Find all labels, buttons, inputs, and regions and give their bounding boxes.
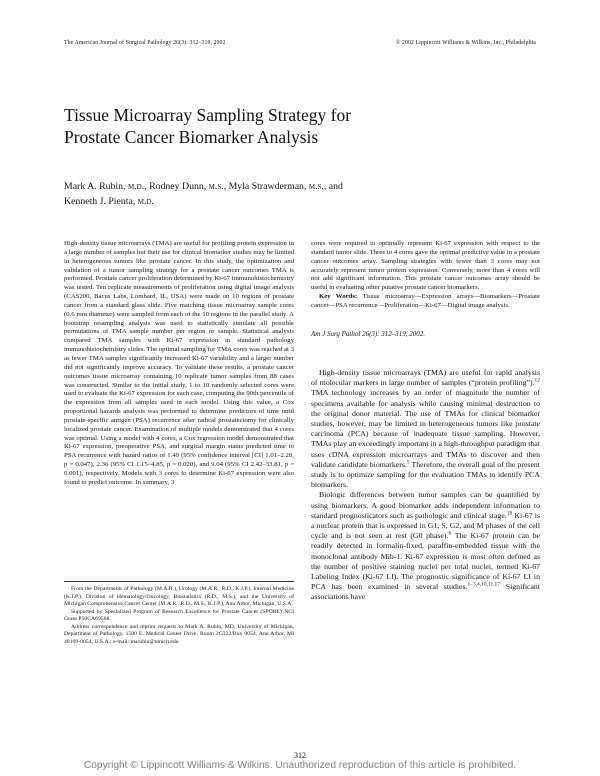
publisher-copyright: © 2002 Lippincott Williams & Wilkins, Inc., Philadelphia [395,40,536,46]
body-text: The Ki-67 protein can be readily detected in formalin-fixed, paraffin-embedded tissue with the monoclonal antibody Mib-1. Ki-67 expression is most often defined as the number of positive staining nuclei per total nuclei, termed Ki-67 Labeling Index (Ki-67 LI). The prognostic significance of Ki-67 LI in PCA has been examined in several studies. [311,531,541,592]
reference-marker: 18 [506,510,513,517]
running-header [64,40,536,46]
abstract-right-column [311,240,540,311]
footnotes [64,586,294,646]
funding-footnote: Supported by Specialized Program of Research Excellence for Prostate Cancer (SPORE) NCI Grant P50CA69568. [64,608,294,623]
body-text: Ki-67 is a nuclear protein that is expressed in G1, S, G2, and M phases of the cell cycle and is not seen at rest (G0 phase). [311,510,540,541]
abstract-left-column [64,240,294,488]
body-text-column [311,368,540,603]
journal-citation: The American Journal of Surgical Pathology 26(3): 312–319, 2002 [64,40,226,46]
body-text: TMA technology increases by an order of magnitude the number of specimens available for analysis while causing minimal destruction to the original donor material. The use of TMAs for clinical biomarker studies, however, may be limited in heterogeneous tumors like prostate carcinoma (PCA) because of inadequate tissue sampling. However, TMAs play an exceedingly important in a high-throughput paradigm that uses cDNA expression microarrays and TMAs to discover and then validate candidate biomarkers. [311,388,540,469]
author-name: Kenneth J. Pienta, [64,196,136,207]
author-name: Mark A. Rubin, [64,181,126,192]
reference-marker: 5 [406,459,410,466]
author-name: Rodney Dunn, [149,181,207,192]
abstract-text-left: High-density tissue microarrays (TMA) are useful for profiling protein expression in a large number of samples but their use for clinical biomarker studies may be limited in heterogeneous tumors like prostate cancer. In this study, the optimization and validation of a tumor sampling strategy for a prostate cancer outcomes TMA is performed. Prostate cancer proliferation determined by Ki-67 immunohistochemistry was tested. Ten replicate measurements of proliferation using digital image analysis (CAS200, Bacus Labs, Lombard, IL, USA) were made on 10 regions of prostate cancer from a standard glass slide. Five matching tissue microarray sample cores (0.6 mm diameter) were sampled from each of the 10 regions in the parallel study. A bootstrap resampling analysis was used to statistically simulate all possible permutations of TMA sample number per region or sample. Statistical analysis compared TMA samples with Ki-67 expression in standard pathology immunohistochemistry slides. The optimal sampling for TMA cores was reached at 3 as fewer TMA samples significantly increased Ki-67 variability and a larger number did not significantly improve accuracy. To validate these results, a prostate cancer outcomes tissue microarray containing 10 replicate tumor samples from 88 cases was constructed. Similar to the initial study, 1 to 10 randomly selected cores were used to evaluate the Ki-67 expression for each case, computing the 90th percentile of the expression from all samples used in each model. Using this value, a Cox proportional hazards analysis was performed to determine predictors of time until prostate-specific antigen (PSA) recurrence after radical prostatectomy for clinically localized prostate cancer. Examination of multiple models demonstrated that 4 cores was optimal. Using a model with 4 cores, a Cox regression model demonstrated that Ki-67 expression, preoperative PSA, and surgical margin status predicted time to PSA recurrence with hazard ratios of 1.49 (95% confidence interval [CI] 1.01–2.20, p = 0.047), 2.36 (95% CI 1.15–4.85, p = 0.020), and 9.04 (95% CI 2.42–33.81, p = 0.001), respectively. Models with 3 cores to determine Ki-67 expression were also found to predict outcome. In summary, 3 [64,240,294,486]
footnote-divider [64,581,294,582]
article-citation: Am J Surg Pathol 26(3): 312–319, 2002. [311,330,426,338]
author-list [64,179,454,209]
author-conjunction: and [328,181,343,192]
body-text: Significant associations have [311,582,540,602]
body-text: Therefore, the overall goal of the present study is to optimize sampling for the evaluation TMAs to identify PCA biomarkers. [311,459,540,490]
keywords-label: Key Words: [319,293,358,301]
reference-marker: 6 [448,530,452,537]
body-paragraph [311,490,540,602]
correspondence-footnote: Address correspondence and reprint requests to Mark A. Rubin, MD, University of Michigan, Department of Pathology, 1500 E. Medical Center Drive, Room 2G332/Box 0054, Ann Arbor, MI 48109-0054, U.S.A.; e-mail: marubin@umich.edu [64,623,294,645]
reference-marker: 1–3,4,10,11,17 [467,581,501,588]
keywords-list: Tissue microarray—Expression arrays—Biomarkers—Prostate cancer—PSA recurrence—Proliferation—Ki-67—Digital image analysis. [311,293,540,309]
abstract-text-right: cores were required to optimally represent Ki-67 expression with respect to the standard tumor slide. Three to 4 cores gave the optimal predictive value in a prostate cancer outcomes array. Sampling strategies with fewer than 3 cores may not accurately represent tumor protein expression. Conversely, more than 4 cores will not add significant information. This prostate cancer outcomes array should be useful in evaluating other putative prostate cancer biomarkers. [311,240,540,292]
body-text: High-density tissue microarrays (TMA) are useful for rapid analysis of molecular markers in large number of samples (“protein profiling”). [311,368,540,388]
article-title [64,104,536,148]
author-degree: m.d., [127,181,147,192]
keywords [311,293,540,311]
author-degree: m.s., [208,181,227,192]
reference-marker: 12 [534,377,540,384]
copyright-watermark: Copyright © Lippincott Williams & Wilkins. Unauthorized reproduction of this article is prohibited. [83,760,517,771]
title-line-1: Tissue Microarray Sampling Strategy for [64,105,352,125]
author-degree: m.d. [137,196,154,207]
page-number: 312 [294,751,306,760]
body-text: Biologic differences between tumor samples can be quantified by using biomarkers. A good biomarker adds independent information to standard prognosticators such as pathologic and clinical stage. [311,490,540,520]
author-degree: m.s., [308,181,327,192]
body-paragraph [311,368,540,490]
title-line-2: Prostate Cancer Biomarker Analysis [64,127,319,147]
affiliation-footnote: From the Departments of Pathology (M.A.R.), Urology (M.A.R., R.D., K.J.P.), Internal Medicine (K.J.P.), Division of Hematology/Oncology, Biostatistics (R.D., M.S.), and the University of Michigan Comprehensive Cancer Center (M.A.R., R.D., M.S., K.J.P.), Ann Arbor, Michigan, U.S.A. [64,586,294,608]
author-name: Myla Strawderman, [228,181,307,192]
